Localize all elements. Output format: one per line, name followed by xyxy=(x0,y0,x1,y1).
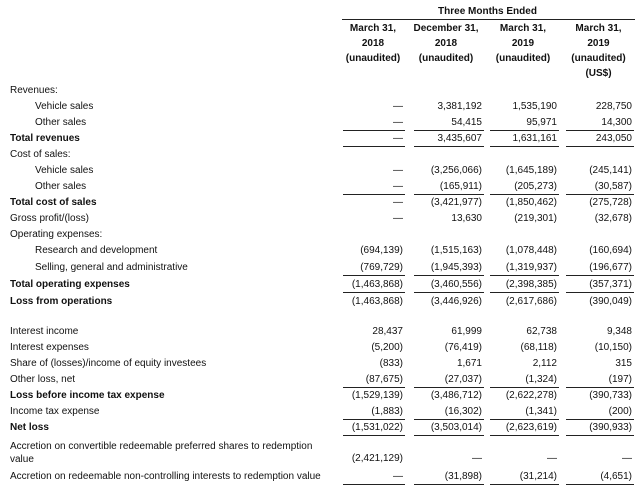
subtotal-rule xyxy=(343,419,405,420)
cell-value: (30,587) xyxy=(594,181,632,192)
row-label: Operating expenses: xyxy=(10,229,103,240)
cell-value: (16,302) xyxy=(444,406,482,417)
cell-value: (219,301) xyxy=(514,213,557,224)
cell-value: — xyxy=(393,471,403,482)
column-header-q4-2018: December 31, 2018 (unaudited) xyxy=(413,23,479,64)
row-label: Interest expenses xyxy=(10,342,89,353)
subtotal-rule xyxy=(414,484,484,485)
cell-value: — xyxy=(393,181,403,192)
row-label: Accretion on redeemable non-controlling interests to redemption value xyxy=(10,471,321,482)
cell-value: 243,050 xyxy=(595,133,632,144)
cell-value: 228,750 xyxy=(595,101,632,112)
subtotal-rule xyxy=(566,387,634,388)
row-label: Total revenues xyxy=(10,133,80,144)
subtotal-rule xyxy=(566,275,634,276)
cell-value: — xyxy=(547,453,557,464)
cell-value: 3,435,607 xyxy=(437,133,482,144)
subtotal-rule xyxy=(414,435,484,436)
cell-value: (3,486,712) xyxy=(430,390,482,401)
subtotal-rule xyxy=(490,435,559,436)
cell-value: (1,324) xyxy=(525,374,557,385)
column-header-q1-2019: March 31, 2019 (unaudited) xyxy=(495,23,551,64)
row-label: Total operating expenses xyxy=(10,279,130,290)
cell-value: (390,933) xyxy=(589,422,632,433)
subtotal-rule xyxy=(490,484,559,485)
subtotal-rule xyxy=(490,292,559,293)
row-label: Loss before income tax expense xyxy=(10,390,165,401)
cell-value: — xyxy=(393,197,403,208)
cell-value: (160,694) xyxy=(589,245,632,256)
cell-value: (3,460,556) xyxy=(430,279,482,290)
cell-value: (10,150) xyxy=(594,342,632,353)
cell-value: (197) xyxy=(608,374,632,385)
column-header-q1-2018: March 31, 2018 (unaudited) xyxy=(345,23,401,64)
cell-value: 1,671 xyxy=(456,358,482,369)
row-label: Accretion on convertible redeemable preferred shares to redemption value xyxy=(10,441,313,465)
cell-value: (390,733) xyxy=(589,390,632,401)
subtotal-rule xyxy=(566,292,634,293)
cell-value: — xyxy=(622,453,632,464)
subtotal-rule xyxy=(343,146,405,147)
cell-value: 1,535,190 xyxy=(512,101,557,112)
cell-value: (68,118) xyxy=(520,342,557,353)
cell-value: (1,529,139) xyxy=(351,390,403,401)
cell-value: (1,341) xyxy=(525,406,557,417)
cell-value: (2,398,385) xyxy=(505,279,557,290)
cell-value: (245,141) xyxy=(589,165,632,176)
cell-value: (769,729) xyxy=(360,262,403,273)
cell-value: (31,898) xyxy=(444,471,482,482)
cell-value: (1,945,393) xyxy=(430,262,482,273)
row-label: Research and development xyxy=(35,245,158,256)
cell-value: 315 xyxy=(615,358,632,369)
cell-value: 14,300 xyxy=(601,117,632,128)
subtotal-rule xyxy=(490,146,559,147)
row-label: Vehicle sales xyxy=(35,101,94,112)
cell-value: 61,999 xyxy=(451,326,482,337)
column-header-q1-2019-usd: March 31, 2019 (unaudited) (US$) xyxy=(571,23,626,79)
subtotal-rule xyxy=(566,435,634,436)
cell-value: (1,645,189) xyxy=(505,165,557,176)
cell-value: (390,049) xyxy=(589,296,632,307)
row-label: Other sales xyxy=(35,181,87,192)
row-label: Vehicle sales xyxy=(35,165,94,176)
subtotal-rule xyxy=(490,130,559,131)
cell-value: (200) xyxy=(608,406,632,417)
cell-value: 54,415 xyxy=(451,117,482,128)
row-label: Selling, general and administrative xyxy=(35,262,188,273)
cell-value: (5,200) xyxy=(371,342,403,353)
subtotal-rule xyxy=(343,275,405,276)
subtotal-rule xyxy=(414,387,484,388)
row-label: Loss from operations xyxy=(10,296,113,307)
subtotal-rule xyxy=(414,194,484,195)
cell-value: (31,214) xyxy=(519,471,557,482)
subtotal-rule xyxy=(566,194,634,195)
subtotal-rule xyxy=(343,194,405,195)
cell-value: (1,078,448) xyxy=(505,245,557,256)
subtotal-rule xyxy=(490,275,559,276)
subtotal-rule xyxy=(343,130,405,131)
cell-value: (1,515,163) xyxy=(430,245,482,256)
subtotal-rule xyxy=(566,146,634,147)
cell-value: — xyxy=(393,117,403,128)
subtotal-rule xyxy=(414,146,484,147)
row-label: Other sales xyxy=(35,117,87,128)
cell-value: (3,421,977) xyxy=(430,197,482,208)
header-group-title: Three Months Ended xyxy=(438,6,537,17)
cell-value: (1,850,462) xyxy=(505,197,557,208)
cell-value: 2,112 xyxy=(532,358,557,369)
cell-value: (275,728) xyxy=(589,197,632,208)
row-label: Share of (losses)/income of equity investees xyxy=(10,358,207,369)
subtotal-rule xyxy=(566,419,634,420)
cell-value: (4,651) xyxy=(600,471,632,482)
cell-value: (1,319,937) xyxy=(505,262,557,273)
subtotal-rule xyxy=(343,484,405,485)
cell-value: (3,256,066) xyxy=(430,165,482,176)
row-label: Interest income xyxy=(10,326,79,337)
cell-value: (2,622,278) xyxy=(505,390,557,401)
cell-value: (1,531,022) xyxy=(351,422,403,433)
subtotal-rule xyxy=(343,387,405,388)
cell-value: — xyxy=(472,453,482,464)
cell-value: (1,883) xyxy=(371,406,403,417)
subtotal-rule xyxy=(414,130,484,131)
cell-value: (27,037) xyxy=(444,374,482,385)
subtotal-rule xyxy=(490,387,559,388)
cell-value: (833) xyxy=(379,358,403,369)
cell-value: — xyxy=(393,213,403,224)
row-label: Revenues: xyxy=(10,85,58,96)
header-group-rule xyxy=(342,19,635,20)
subtotal-rule xyxy=(490,194,559,195)
cell-value: 3,381,192 xyxy=(437,101,482,112)
cell-value: 95,971 xyxy=(526,117,557,128)
cell-value: (1,463,868) xyxy=(351,296,403,307)
subtotal-rule xyxy=(414,275,484,276)
cell-value: (1,463,868) xyxy=(351,279,403,290)
subtotal-rule xyxy=(566,484,634,485)
row-label: Cost of sales: xyxy=(10,149,71,160)
cell-value: 28,437 xyxy=(372,326,403,337)
cell-value: (196,677) xyxy=(589,262,632,273)
subtotal-rule xyxy=(490,419,559,420)
cell-value: 1,631,161 xyxy=(512,133,557,144)
cell-value: (87,675) xyxy=(365,374,403,385)
cell-value: 13,630 xyxy=(451,213,482,224)
row-label: Other loss, net xyxy=(10,374,76,385)
row-label: Gross profit/(loss) xyxy=(10,213,89,224)
subtotal-rule xyxy=(414,419,484,420)
cell-value: (2,617,686) xyxy=(505,296,557,307)
row-label: Income tax expense xyxy=(10,406,100,417)
cell-value: (2,623,619) xyxy=(505,422,557,433)
cell-value: (3,503,014) xyxy=(430,422,482,433)
subtotal-rule xyxy=(414,292,484,293)
cell-value: (76,419) xyxy=(444,342,482,353)
cell-value: (32,678) xyxy=(594,213,632,224)
cell-value: (205,273) xyxy=(514,181,557,192)
cell-value: (357,371) xyxy=(589,279,632,290)
row-label: Net loss xyxy=(10,422,49,433)
cell-value: (694,139) xyxy=(360,245,403,256)
subtotal-rule xyxy=(566,130,634,131)
subtotal-rule xyxy=(343,292,405,293)
cell-value: (165,911) xyxy=(439,181,482,192)
cell-value: — xyxy=(393,165,403,176)
cell-value: (3,446,926) xyxy=(430,296,482,307)
subtotal-rule xyxy=(343,435,405,436)
row-label: Total cost of sales xyxy=(10,197,97,208)
cell-value: — xyxy=(393,101,403,112)
cell-value: (2,421,129) xyxy=(351,453,403,464)
cell-value: 9,348 xyxy=(606,326,632,337)
cell-value: — xyxy=(393,133,403,144)
cell-value: 62,738 xyxy=(526,326,557,337)
